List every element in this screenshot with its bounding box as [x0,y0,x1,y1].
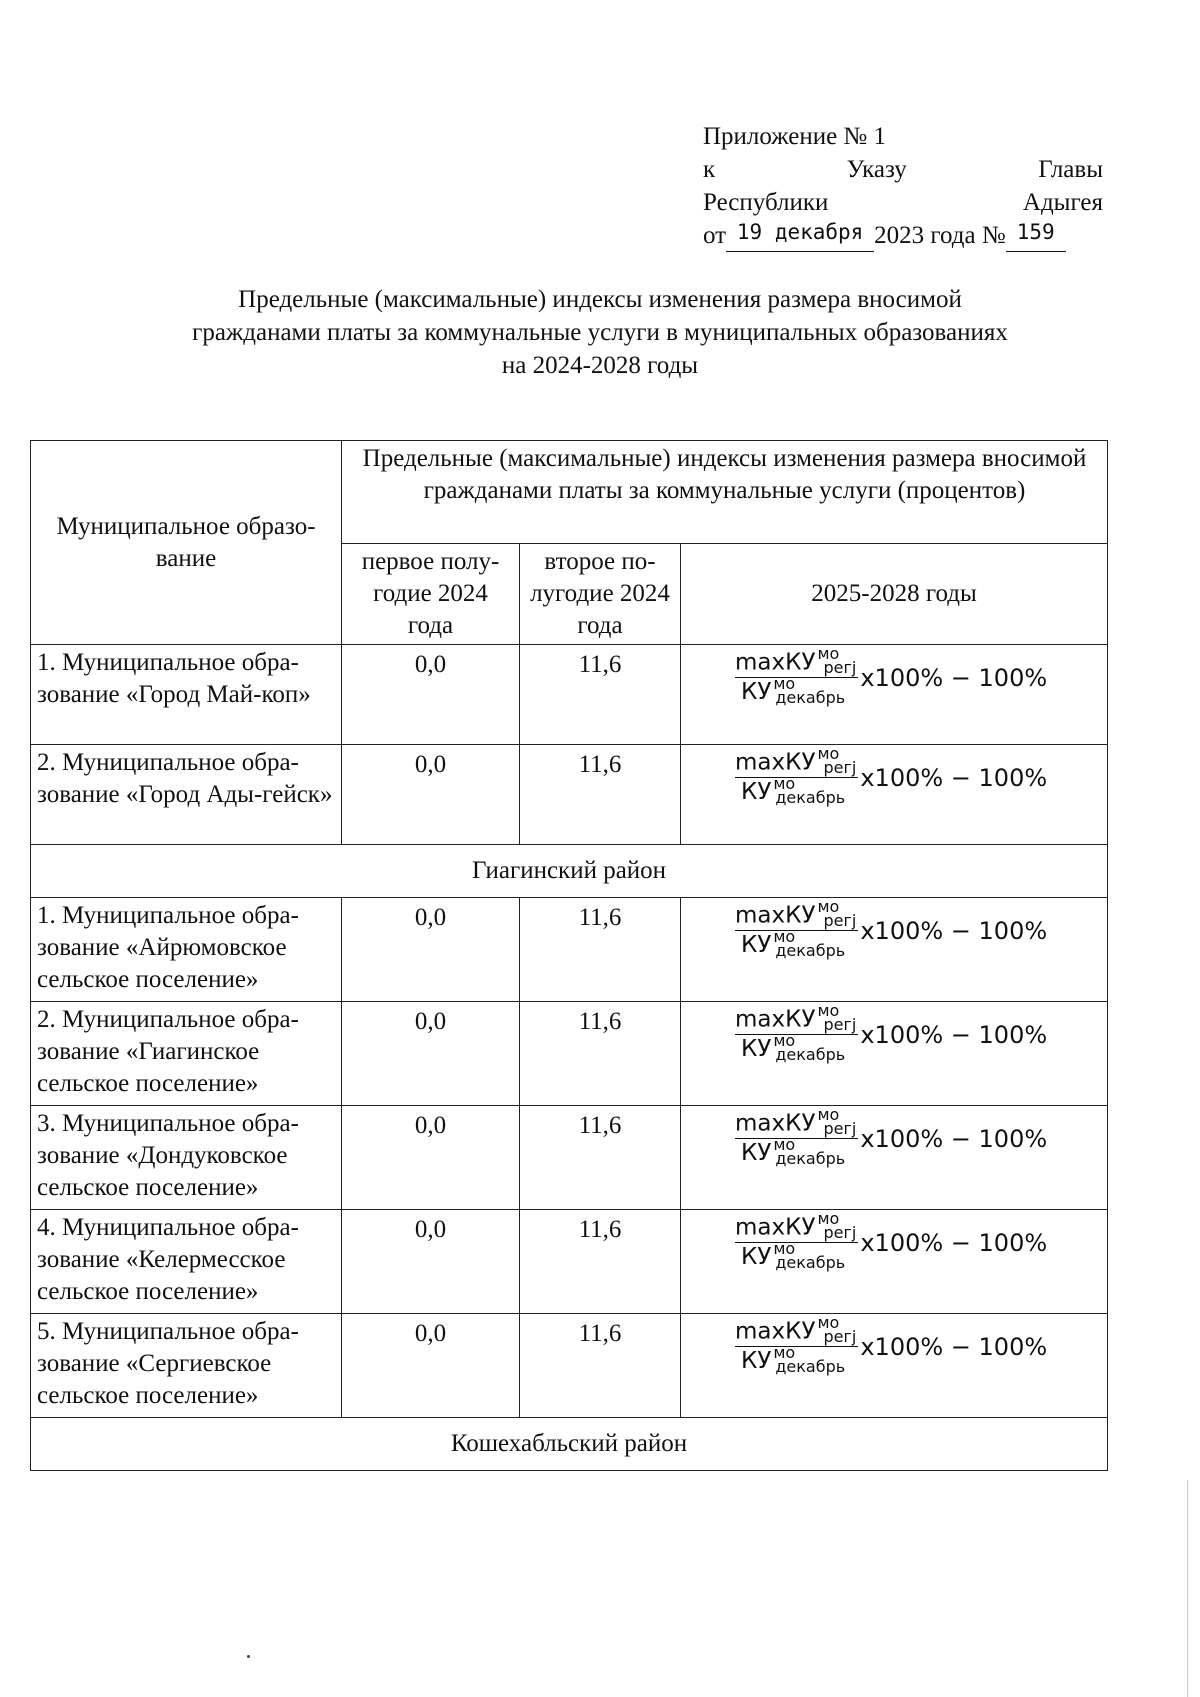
annex-number: 159 [1006,219,1066,252]
formula [687,744,1101,807]
annex-header [703,120,1103,252]
formula-tail: x100% − 100% [860,763,1048,792]
formula-numerator: maxКУ мо регj [735,897,857,930]
table-row [31,1002,1108,1106]
formula [687,897,1101,960]
formula [687,1209,1101,1272]
formula-tail: x100% − 100% [860,663,1048,692]
municipality-name: 2. Муниципальное обра-зование «Город Ады-гейск» [31,745,342,845]
annex-date: 19 декабря [726,219,874,252]
formula-cell [681,1210,1108,1314]
formula-cell [681,1314,1108,1418]
municipality-name: 4. Муниципальное обра-зование «Келермесское сельское поселение» [31,1210,342,1314]
value-h1-2024: 0,0 [342,645,520,745]
formula-fraction [735,897,858,960]
table-row [31,1106,1108,1210]
value-h1-2024: 0,0 [342,1210,520,1314]
header-years: 2025-2028 годы [681,544,1108,645]
value-h1-2024: 0,0 [342,1314,520,1418]
document-title [150,283,1050,382]
header-h2: второе по-лугодие 2024 года [520,544,681,645]
title-line-1: Предельные (максимальные) индексы изменения размера вносимой [238,286,962,313]
value-h2-2024: 11,6 [520,1314,681,1418]
annex-decree: Указу [846,156,907,183]
formula-denominator: КУ мо декабрь [741,1134,846,1168]
formula-fraction [735,644,858,707]
annex-to: к [703,156,716,183]
annex-republic: Республики [703,189,829,216]
title-line-2: гражданами платы за коммунальные услуги в муниципальных образованиях [192,319,1008,346]
formula-tail: x100% − 100% [860,1124,1048,1153]
formula-numerator: maxКУ мо регj [735,1105,857,1138]
formula-numerator: maxКУ мо регj [735,744,857,777]
district-row [31,845,1108,898]
table-row [31,645,1108,745]
formula-denominator: КУ мо декабрь [741,1030,846,1064]
formula-denominator: КУ мо декабрь [741,926,846,960]
formula-numerator: maxКУ мо регj [735,1313,857,1346]
header-h1: первое полу-годие 2024 года [342,544,520,645]
district-row [31,1418,1108,1471]
title-line-3: на 2024-2028 годы [501,352,699,379]
indices-table [30,440,1108,1471]
value-h1-2024: 0,0 [342,898,520,1002]
value-h2-2024: 11,6 [520,1106,681,1210]
formula [687,644,1101,707]
formula-cell [681,898,1108,1002]
header-group: Предельные (максимальные) индексы изменения размера вносимой гражданами платы за коммунальные услуги (процентов) [342,441,1108,544]
formula-tail: x100% − 100% [860,916,1048,945]
formula-denominator: КУ мо декабрь [741,773,846,807]
scan-edge-line [1187,1480,1188,1697]
value-h1-2024: 0,0 [342,1002,520,1106]
header-mo: Муниципальное образо-вание [31,441,342,645]
table-row [31,745,1108,845]
municipality-name: 1. Муниципальное обра-зование «Город Май-коп» [31,645,342,745]
annex-year: 2023 года № [874,222,1006,249]
formula-tail: x100% − 100% [860,1020,1048,1049]
table-row [31,1314,1108,1418]
scan-speck [247,1655,250,1658]
formula-fraction [735,1105,858,1168]
formula-denominator: КУ мо декабрь [741,1342,846,1376]
annex-from: от [703,222,727,249]
formula-denominator: КУ мо декабрь [741,673,846,707]
value-h1-2024: 0,0 [342,745,520,845]
value-h2-2024: 11,6 [520,1002,681,1106]
value-h1-2024: 0,0 [342,1106,520,1210]
value-h2-2024: 11,6 [520,645,681,745]
district-name: Кошехабльский район [31,1418,1108,1471]
formula-tail: x100% − 100% [860,1332,1048,1361]
value-h2-2024: 11,6 [520,1210,681,1314]
formula-cell [681,645,1108,745]
formula-cell [681,1002,1108,1106]
formula-cell [681,1106,1108,1210]
formula-numerator: maxКУ мо регj [735,1001,857,1034]
annex-title: Приложение № 1 [703,123,887,150]
annex-adygea: Адыгея [1022,189,1103,216]
formula [687,1313,1101,1376]
municipality-name: 5. Муниципальное обра-зование «Сергиевское сельское поселение» [31,1314,342,1418]
formula [687,1001,1101,1064]
table-row [31,1210,1108,1314]
formula-fraction [735,1313,858,1376]
value-h2-2024: 11,6 [520,745,681,845]
formula-fraction [735,744,858,807]
municipality-name: 2. Муниципальное обра-зование «Гиагинское сельское поселение» [31,1002,342,1106]
formula-cell [681,745,1108,845]
formula-denominator: КУ мо декабрь [741,1238,846,1272]
formula-numerator: maxКУ мо регj [735,1209,857,1242]
municipality-name: 3. Муниципальное обра-зование «Дондуковское сельское поселение» [31,1106,342,1210]
municipality-name: 1. Муниципальное обра-зование «Айрюмовское сельское поселение» [31,898,342,1002]
formula-tail: x100% − 100% [860,1228,1048,1257]
district-name: Гиагинский район [31,845,1108,898]
formula-fraction [735,1209,858,1272]
annex-head: Главы [1038,156,1103,183]
formula-fraction [735,1001,858,1064]
value-h2-2024: 11,6 [520,898,681,1002]
table-row [31,898,1108,1002]
formula [687,1105,1101,1168]
formula-numerator: maxКУ мо регj [735,644,857,677]
